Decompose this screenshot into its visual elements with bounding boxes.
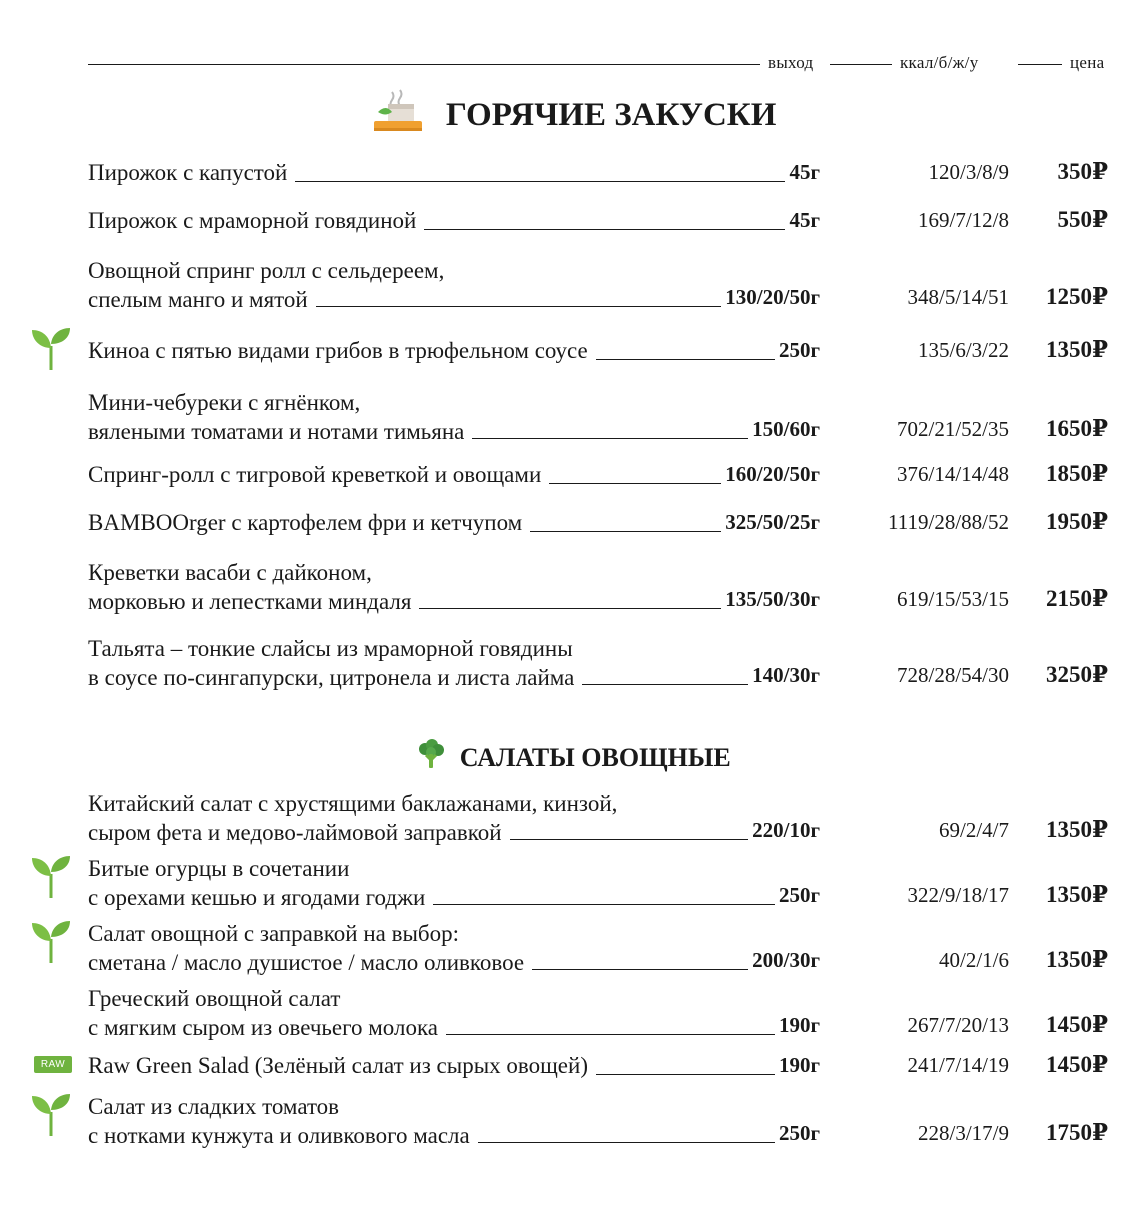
item-price: 550₽ [1057,207,1108,232]
menu-item [0,206,1146,236]
vegan-leaf-icon [30,919,72,968]
item-price: 350₽ [1057,159,1108,184]
item-leader-line [433,904,775,905]
item-name-line1: Китайский салат с хрустящими баклажанами, кинзой, [88,791,618,816]
item-name [88,508,522,537]
item-name-line2: с нотками кунжута и оливкового масла [88,1123,470,1148]
menu-item [0,336,1146,366]
item-price: 2150₽ [1045,586,1108,611]
section-title-salads [0,738,1146,777]
section-title-hot-snacks [0,88,1146,143]
item-leader-line [472,438,748,439]
menu-item [0,919,1146,977]
item-weight: 200/30г [752,948,820,972]
item-nutrition: 241/7/14/19 [907,1053,1009,1077]
item-weight: 160/20/50г [725,462,820,486]
item-name-line1: Салат из сладких томатов [88,1094,340,1119]
item-name-line2: в соусе по-сингапурски, цитронела и листа лайма [88,665,575,690]
item-leader-line [596,1074,775,1075]
item-weight: 140/30г [752,663,820,687]
item-leader-line [446,1034,775,1035]
item-name [88,1051,588,1080]
item-name-line1: Тальята – тонкие слайсы из мраморной говядины [88,636,573,661]
vegan-leaf-icon [30,1092,72,1141]
menu-item [0,984,1146,1042]
item-name-line1: Киноа с пятью видами грибов в трюфельном соусе [88,338,588,363]
item-weight: 45г [789,160,820,184]
menu-item [0,634,1146,692]
item-name-line1: Салат овощной с заправкой на выбор: [88,921,459,946]
section-title-text: ГОРЯЧИЕ ЗАКУСКИ [445,97,777,133]
menu-item [0,460,1146,490]
item-nutrition: 135/6/3/22 [917,338,1009,362]
item-weight: 45г [789,208,820,232]
item-name [88,460,541,489]
item-price: 1350₽ [1045,817,1108,842]
menu-item [0,558,1146,616]
item-price: 1350₽ [1045,882,1108,907]
item-name [88,1092,470,1150]
menu-item [0,1051,1146,1081]
item-weight: 150/60г [752,417,820,441]
item-name-line2: спелым манго и мятой [88,287,308,312]
item-name [88,158,287,187]
item-weight: 135/50/30г [725,587,820,611]
item-leader-line [419,608,721,609]
item-name [88,206,416,235]
item-leader-line [549,483,721,484]
item-name-line1: Мини-чебуреки с ягнёнком, [88,390,361,415]
raw-badge: RAW [34,1056,72,1073]
item-weight: 190г [778,1053,820,1077]
header-rule [88,64,760,65]
item-name-line1: Креветки васаби с дайконом, [88,560,372,585]
item-name-line2: вялеными томатами и нотами тимьяна [88,419,465,444]
item-nutrition: 267/7/20/13 [907,1013,1009,1037]
item-name-line1: Овощной спринг ролл с сельдереем, [88,258,445,283]
item-weight: 250г [778,1121,820,1145]
item-nutrition: 1119/28/88/52 [888,510,1009,534]
dumpling-steamer-icon [370,88,426,143]
menu-item [0,789,1146,847]
item-price: 1450₽ [1045,1012,1108,1037]
item-name [88,919,524,977]
item-leader-line [295,181,785,182]
item-name [88,388,464,446]
item-name-line2: сыром фета и медово-лаймовой заправкой [88,820,502,845]
item-weight: 325/50/25г [725,510,820,534]
item-name-line2: с орехами кешью и ягодами годжи [88,885,426,910]
section-title-text: САЛАТЫ ОВОЩНЫЕ [459,742,731,772]
vegan-leaf-icon [30,326,72,375]
column-kcal-label: ккал/б/ж/у [900,53,979,72]
item-weight: 190г [778,1013,820,1037]
item-nutrition: 348/5/14/51 [907,285,1009,309]
item-leader-line [530,531,721,532]
item-weight: 250г [778,338,820,362]
item-leader-line [582,684,748,685]
item-weight: 220/10г [752,818,820,842]
item-nutrition: 728/28/54/30 [896,663,1009,687]
item-nutrition: 40/2/1/6 [938,948,1009,972]
item-nutrition: 702/21/52/35 [896,417,1009,441]
item-price: 1450₽ [1045,1052,1108,1077]
item-leader-line [316,306,722,307]
item-price: 1350₽ [1045,337,1108,362]
item-name-line1: Спринг-ролл с тигровой креветкой и овощами [88,462,542,487]
item-price: 1350₽ [1045,947,1108,972]
column-price-label: цена [1070,53,1105,72]
header-rule [830,64,892,65]
item-leader-line [478,1142,775,1143]
item-nutrition: 322/9/18/17 [907,883,1009,907]
item-leader-line [532,969,748,970]
item-nutrition: 169/7/12/8 [917,208,1009,232]
menu-item [0,508,1146,538]
item-name-line2: с мягким сыром из овечьего молока [88,1015,438,1040]
item-nutrition: 228/3/17/9 [917,1121,1009,1145]
item-nutrition: 120/3/8/9 [928,160,1009,184]
item-name [88,336,588,365]
vegan-leaf-icon [30,854,72,903]
item-name-line2: сметана / масло душистое / масло оливковое [88,950,525,975]
item-name-line1: Битые огурцы в сочетании [88,856,350,881]
item-weight: 130/20/50г [725,285,820,309]
item-name [88,558,411,616]
header-rule [1018,64,1062,65]
item-price: 1950₽ [1045,509,1108,534]
item-price: 1850₽ [1045,461,1108,486]
menu-item [0,854,1146,912]
item-name-line2: морковью и лепестками миндаля [88,589,412,614]
item-name-line1: Греческий овощной салат [88,986,341,1011]
menu-item [0,256,1146,314]
column-weight-label: выход [768,53,814,72]
item-price: 1750₽ [1045,1120,1108,1145]
item-name [88,854,425,912]
item-price: 1650₽ [1045,416,1108,441]
item-leader-line [510,839,749,840]
item-weight: 250г [778,883,820,907]
item-nutrition: 376/14/14/48 [896,462,1009,486]
menu-item [0,388,1146,446]
item-name [88,634,574,692]
item-name-line1: Пирожок с капустой [88,160,288,185]
item-name-line1: BAMBOOrger с картофелем фри и кетчупом [88,510,523,535]
item-price: 3250₽ [1045,662,1108,687]
item-nutrition: 69/2/4/7 [938,818,1009,842]
item-name-line1: Пирожок с мраморной говядиной [88,208,417,233]
menu-item [0,158,1146,188]
item-leader-line [424,229,785,230]
item-nutrition: 619/15/53/15 [896,587,1009,611]
broccoli-icon [415,738,447,777]
item-price: 1250₽ [1045,284,1108,309]
menu-item [0,1092,1146,1150]
column-header [88,52,1112,76]
item-name-line1: Raw Green Salad (Зелёный салат из сырых овощей) [88,1053,588,1078]
item-leader-line [596,359,775,360]
item-name [88,984,438,1042]
